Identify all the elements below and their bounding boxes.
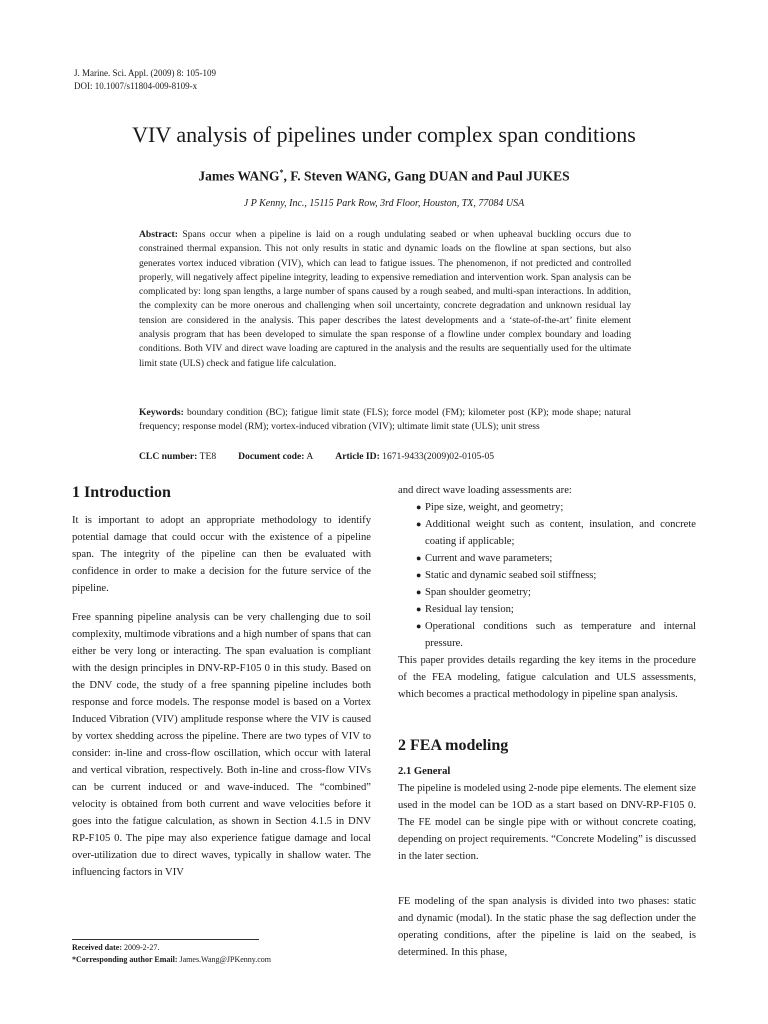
list-item: ● Static and dynamic seabed soil stiffness; — [398, 567, 696, 584]
bullet-icon: ● — [416, 587, 422, 597]
journal-citation: J. Marine. Sci. Appl. (2009) 8: 105-109 — [74, 68, 216, 78]
doc-code-label: Document code: — [238, 451, 305, 462]
section-heading-fea-modeling: 2 FEA modeling — [398, 737, 509, 754]
intro-paragraph-2: Free spanning pipeline analysis can be very challenging due to soil complexity, multimode vibrations and a high number of spans that can either be very long or interacting. The span evaluation is compliant with the design principles in DNV-RP-F105 0 in this study. Based on the DNV code, the study of a free spanning pipeline includes both response and force models. The response model is based on a Vortex Induced Vibration (VIV) amplitude response where the VIV is caused by vortex shedding across the pipeline. There are two types of VIV to consider: in-line and cross-flow oscillation, which occur with lateral and vertical vibration, respectively. Both in-line and cross-flow VIVs can be current induced or and wave-induced. The “combined” velocity is obtained from both current and wave velocities before it goes into the fatigue calculation, as shown in Section 4.1.5 in DNV RP-F105 0. The pipe may also experience fatigue damage and local over-utilization due to direct waves, typically in shallow water. The influencing factors in VIV — [72, 612, 371, 878]
clc-value: TE8 — [197, 451, 217, 462]
list-item: ● Span shoulder geometry; — [398, 584, 696, 601]
footnote — [72, 942, 271, 966]
keywords — [139, 406, 631, 435]
list-item: ● Pipe size, weight, and geometry; — [398, 499, 696, 516]
section-heading-introduction: 1 Introduction — [72, 484, 171, 501]
methodology-paragraph: This paper provides details regarding the key items in the procedure of the FEA modeling, fatigue calculation and ULS assessments, which becomes a practical methodology in pipeline span analysis. — [398, 655, 696, 700]
article-id-value: 1671-9433(2009)02-0105-05 — [379, 451, 495, 462]
journal-header — [74, 67, 216, 93]
corresponding-email: James.Wang@JPKenny.com — [177, 955, 272, 964]
other-authors: , F. Steven WANG, Gang DUAN and Paul JUKES — [283, 168, 570, 184]
affiliation: J P Kenny, Inc., 15115 Park Row, 3rd Floor, Houston, TX, 77084 USA — [243, 198, 525, 209]
bullet-icon: ● — [416, 570, 422, 580]
intro-paragraph-1: It is important to adopt an appropriate methodology to identify potential damage that could occur with the existence of a pipeline span. The integrity of the pipeline can then be evaluated with confidence in order to make a decision for the future service of the pipeline. — [72, 515, 371, 594]
keywords-label: Keywords: — [139, 407, 184, 418]
first-author: James WANG — [198, 168, 280, 184]
article-id-label: Article ID: — [335, 451, 380, 462]
bullet-icon: ● — [416, 502, 422, 512]
right-column-text — [398, 482, 696, 703]
viv-factors-list — [398, 499, 696, 652]
list-item: ● Additional weight such as content, insulation, and concrete coating if applicable; — [398, 516, 696, 550]
paper-title: VIV analysis of pipelines under complex span conditions — [132, 122, 636, 147]
doc-code-value: A — [304, 451, 314, 462]
bullet-icon: ● — [416, 604, 422, 614]
bullet-icon: ● — [416, 553, 422, 563]
abstract-label: Abstract: — [139, 229, 178, 240]
keywords-text: boundary condition (BC); fatigue limit state (FLS); force model (FM); kilometer post (KP); mode shape; natural frequency; response model (RM); vortex-induced vibration (VIV); ultimate limit state (ULS); unit stress — [139, 407, 631, 433]
list-item: ● Residual lay tension; — [398, 601, 696, 618]
corresponding-mark: * — [279, 168, 284, 177]
abstract — [139, 228, 631, 371]
footnote-divider — [72, 939, 259, 940]
list-item: ● Operational conditions such as temperature and internal pressure. — [398, 618, 696, 652]
list-item: ● Current and wave parameters; — [398, 550, 696, 567]
viv-factors-intro: and direct wave loading assessments are: — [398, 485, 572, 496]
fea-paragraph-2: FE modeling of the span analysis is divided into two phases: static and dynamic (modal). In the static phase the sag deflection under the operating conditions, after the pipeline is laid on the seabed, is determined. In this phase, — [398, 896, 696, 958]
received-label: Received date: — [72, 943, 122, 952]
corresponding-label: *Corresponding author Email: — [72, 955, 178, 964]
received-date: 2009-2-27. — [121, 943, 160, 952]
doi-line: DOI: 10.1007/s11804-009-8109-x — [74, 81, 198, 91]
author-list — [0, 164, 768, 186]
fea-paragraph-1: The pipeline is modeled using 2-node pipe elements. The element size used in the model can be 1OD as a start based on DNV-RP-F105 0. The FE model can be single pipe with or without concrete coating, depending on project requirements. “Concrete Modeling” is discussed in the later section. — [398, 783, 696, 862]
subsection-heading-general: 2.1 General — [398, 766, 451, 777]
abstract-text: Spans occur when a pipeline is laid on a rough undulating seabed or when upheaval buckling occurs due to constrained thermal expansion. This not only results in static and dynamic loads on the flowline at span sections, but also generates vortex induced vibration (VIV), which can lead to fatigue issues. The phenomenon, if not predicted and controlled properly, will negatively affect pipeline integrity, leading to expensive remediation and intervention work. Span analysis can be complicated by: long span lengths, a large number of spans caused by a rough seabed, and multi-span interactions. In addition, the complexity can be more onerous and challenging when soil uncertainty, concrete degradation and unknown residual lay tension are considered in the analysis. This paper describes the latest developments and a ‘state-of-the-art’ finite element analysis program that has been developed to simulate the span response of a flowline under complex boundary and loading conditions. Both VIV and direct wave loading are captured in the analysis and the results are sequentially used for the ultimate limit state (ULS) check and fatigue life calculation. — [139, 229, 631, 369]
clc-label: CLC number: — [139, 451, 198, 462]
classification-line — [139, 450, 631, 464]
bullet-icon: ● — [416, 621, 422, 631]
bullet-icon: ● — [416, 519, 422, 529]
